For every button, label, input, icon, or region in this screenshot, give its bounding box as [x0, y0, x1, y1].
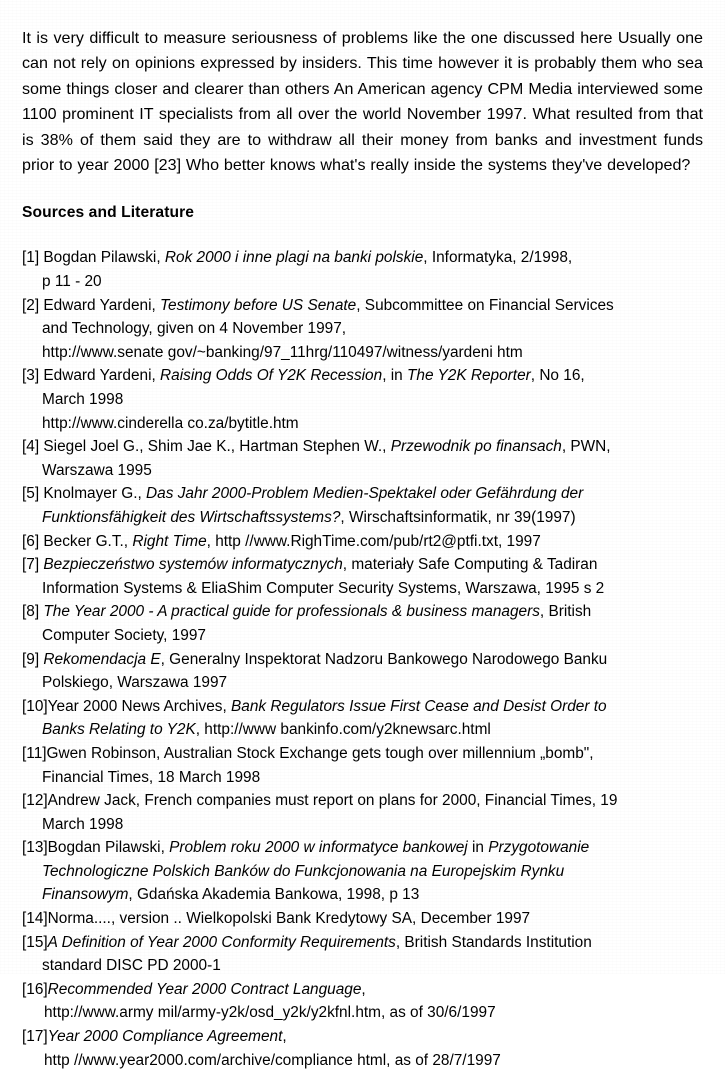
reference-item: [22, 907, 705, 931]
reference-source: , No 16,: [530, 367, 585, 385]
reference-continuation: Polskiego, Warszawa 1997: [42, 674, 228, 692]
reference-item: [22, 294, 705, 318]
reference-list: [22, 246, 709, 1072]
reference-title: Rekomendacja E: [43, 650, 161, 668]
reference-item: [22, 482, 705, 506]
reference-text: Norma...., version .. Wielkopolski Bank Kredytowy SA, December 1997: [47, 910, 531, 928]
reference-continuation: Computer Society, 1997: [42, 626, 206, 644]
reference-number: [16]: [22, 980, 48, 998]
reference-continuation: March 1998: [42, 391, 124, 408]
reference-source: ,: [282, 1028, 287, 1046]
reference-title: Bank Regulators Issue First Cease and Desist Order to: [231, 697, 607, 715]
reference-source: , materiały Safe Computing & Tadiran: [342, 556, 598, 574]
reference-url: , http://www bankinfo.com/y2knewsarc.html: [195, 721, 491, 739]
reference-title: Year 2000 Compliance Agreement: [47, 1028, 283, 1046]
reference-text: Gwen Robinson, Australian Stock Exchange gets tough over millennium „bomb",: [46, 744, 594, 762]
reference-continuation: [22, 883, 709, 907]
reference-continuation: [22, 860, 709, 884]
intro-paragraph: It is very difficult to measure seriousness of problems like the one discussed here Usually one can not rely on opinions expressed by insiders. This time however it is probably them who sea some things closer and clearer than others An American agency CPM Media interviewed some 1100 prominent IT specialists from all over the world November 1997. What resulted from that is 38% of them said they are to withdraw all their money from banks and investment funds prior to year 2000 [23] Who better knows what's really inside the systems they've developed?: [22, 29, 703, 175]
reference-number: [12]: [22, 792, 48, 810]
reference-publication-continued: Finansowym: [42, 886, 129, 904]
reference-source: , Wirschaftsinformatik, nr 39(1997): [340, 508, 576, 526]
reference-number: [9]: [22, 650, 40, 668]
reference-number: [10]: [22, 697, 48, 715]
reference-author: Edward Yardeni,: [43, 296, 161, 314]
reference-source: , Gdańska Akademia Bankowa, 1998, p 13: [128, 886, 420, 904]
reference-author: Becker G.T.,: [43, 532, 133, 550]
reference-publication: The Y2K Reporter: [407, 367, 531, 385]
reference-number: [4]: [22, 438, 40, 456]
reference-source: , British: [539, 603, 592, 621]
reference-item: [22, 836, 705, 860]
section-heading-sources-and-literature: Sources and Literature: [22, 204, 195, 222]
reference-url: http //www.year2000.com/archive/compliance html, as of 28/7/1997: [44, 1051, 501, 1069]
reference-number: [17]: [22, 1028, 48, 1046]
reference-number: [14]: [22, 910, 48, 928]
reference-title: Bezpieczeństwo systemów informatycznych: [43, 556, 343, 574]
reference-number: [13]: [22, 839, 48, 857]
reference-connector: in: [467, 839, 489, 857]
reference-source: , PWN,: [561, 438, 611, 456]
reference-continuation: Warszawa 1995: [42, 461, 152, 479]
reference-item: [22, 530, 705, 554]
reference-number: [11]: [22, 744, 47, 762]
reference-number: [8]: [22, 603, 40, 621]
reference-author: Year 2000 News Archives,: [47, 697, 232, 715]
reference-source: , Generalny Inspektorat Nadzoru Bankowego Narodowego Banku: [160, 650, 608, 668]
reference-url: http://www.senate gov/~banking/97_11hrg/110497/witness/yardeni htm: [42, 343, 523, 361]
reference-title: Rok 2000 i inne plagi na banki polskie: [164, 249, 424, 267]
reference-item: [22, 553, 705, 577]
reference-source: ,: [361, 980, 366, 998]
reference-number: [6]: [22, 532, 40, 550]
reference-title: Right Time: [132, 532, 207, 550]
reference-title: Przewodnik po finansach: [390, 438, 562, 456]
reference-publication-continued: Technologiczne Polskich Banków do Funkcjonowania na Europejskim Rynku: [42, 862, 565, 880]
reference-title: A Definition of Year 2000 Conformity Requirements: [47, 933, 396, 951]
reference-publication: Przygotowanie: [488, 839, 590, 857]
reference-continuation: [22, 506, 709, 530]
reference-url: http://www.cinderella co.za/bytitle.htm: [42, 414, 299, 432]
reference-author: Bogdan Pilawski,: [47, 839, 170, 857]
reference-continuation: Financial Times, 18 March 1998: [42, 768, 261, 786]
reference-source: , Informatyka, 2/1998,: [423, 249, 573, 267]
reference-text: Andrew Jack, French companies must report on plans for 2000, Financial Times, 19: [47, 792, 618, 810]
reference-item: [22, 435, 705, 459]
reference-title: Das Jahr 2000-Problem Medien-Spektakel oder Gefährdung der: [146, 485, 584, 503]
reference-title: Testimony before US Senate: [160, 296, 357, 314]
reference-continuation: p 11 - 20: [42, 273, 102, 291]
reference-title: Raising Odds Of Y2K Recession: [160, 367, 383, 385]
reference-item: [22, 931, 705, 955]
reference-number: [2]: [22, 296, 40, 314]
reference-item: [22, 364, 705, 388]
reference-title: The Year 2000 - A practical guide for professionals & business managers: [43, 603, 540, 621]
reference-title-continued: Funktionsfähigkeit des Wirtschaftssystems?: [42, 508, 341, 526]
reference-source: , British Standards Institution: [395, 933, 592, 951]
reference-item: [22, 789, 705, 813]
reference-author: Edward Yardeni,: [43, 367, 161, 385]
reference-continuation: and Technology, given on 4 November 1997,: [42, 320, 347, 338]
reference-item: [22, 1025, 705, 1049]
reference-item: [22, 695, 705, 719]
reference-item: [22, 648, 705, 672]
reference-item: [22, 978, 705, 1002]
reference-continuation: Information Systems & EliaShim Computer Security Systems, Warszawa, 1995 s 2: [42, 579, 605, 597]
reference-continuation: March 1998: [42, 815, 124, 833]
reference-item: [22, 600, 705, 624]
reference-author: Siegel Joel G., Shim Jae K., Hartman Stephen W.,: [43, 438, 391, 456]
reference-author: Bogdan Pilawski,: [43, 249, 165, 267]
reference-title: Problem roku 2000 w informatyce bankowej: [169, 839, 468, 857]
reference-url: http://www.army mil/army-y2k/osd_y2k/y2kfnl.htm, as of 30/6/1997: [44, 1004, 496, 1022]
reference-author: Knolmayer G.,: [43, 485, 147, 503]
reference-number: [7]: [22, 556, 40, 574]
reference-number: [3]: [22, 367, 40, 385]
reference-connector: , in: [382, 367, 407, 385]
reference-number: [15]: [22, 933, 48, 951]
reference-continuation: standard DISC PD 2000-1: [42, 957, 221, 975]
reference-item: [22, 246, 705, 270]
reference-title: Recommended Year 2000 Contract Language: [47, 980, 362, 998]
reference-number: [1]: [22, 249, 40, 267]
reference-number: [5]: [22, 485, 40, 503]
reference-item: [22, 742, 705, 766]
reference-source: , http //www.RighTime.com/pub/rt2@ptfi.txt, 1997: [206, 532, 541, 550]
reference-source: , Subcommittee on Financial Services: [356, 296, 614, 314]
reference-title-continued: Banks Relating to Y2K: [42, 721, 196, 739]
reference-continuation: [22, 718, 709, 742]
